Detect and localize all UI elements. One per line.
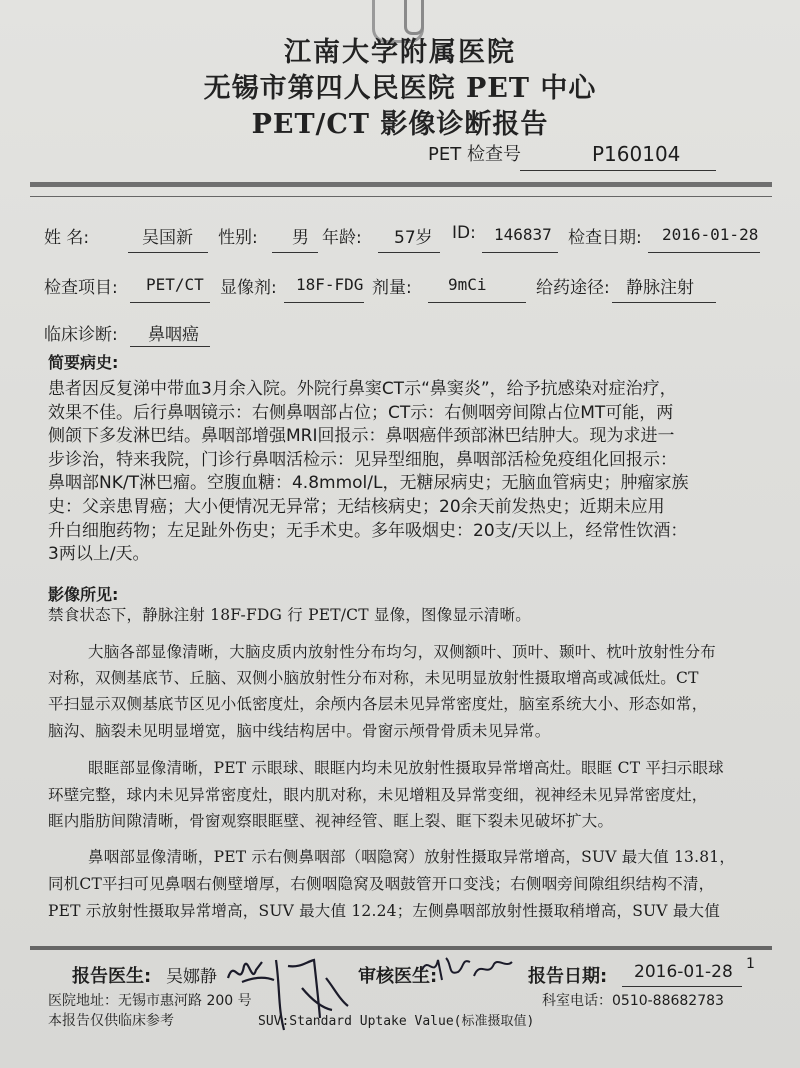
findings-line: PET 示放射性摄取异常增高，SUV 最大值 12.24；左侧鼻咽部放射性摄取稍增高，SUV 最大值 — [48, 902, 720, 920]
exam-date-underline — [648, 252, 760, 253]
findings-title: 影像所见: — [48, 585, 119, 604]
history-line: 史：父亲患胃癌；大小便情况无异常；无结核病史；20余天前发热史；近期未应用 — [48, 497, 665, 517]
exam-date: 2016-01-28 — [662, 225, 759, 244]
exam-item-underline — [130, 302, 210, 303]
diagnosis-underline — [130, 346, 210, 347]
dose-underline — [428, 302, 526, 303]
suv-note: SUV:Standard Uptake Value(标准摄取值) — [258, 1014, 535, 1029]
department-phone: 科室电话：0510-88682783 — [542, 993, 724, 1009]
dose-label: 剂量: — [372, 278, 412, 298]
pet-number-underline — [520, 170, 716, 171]
name-underline — [128, 252, 208, 253]
exam-item-label: 检查项目: — [44, 278, 118, 298]
history-line: 3两以上/天。 — [48, 544, 150, 565]
hospital-address: 医院地址：无锡市惠河路 200 号 — [48, 993, 252, 1009]
reviewer-signature-icon — [418, 950, 518, 986]
findings-line: 鼻咽部显像清晰，PET 示右侧鼻咽部（咽隐窝）放射性摄取异常增高，SUV 最大值 13.81， — [88, 848, 736, 866]
report-date: 2016-01-28 — [634, 962, 733, 982]
findings-line: 平扫显示双侧基底节区见小低密度灶，余颅内各层未见异常密度灶，脑室系统大小、形态如常， — [48, 695, 708, 713]
report-date-label: 报告日期: — [528, 966, 608, 987]
sex-label: 性别: — [218, 228, 258, 248]
report-title: PET/CT 影像诊断报告 — [251, 109, 549, 140]
pet-number-label: PET 检查号 — [428, 144, 521, 165]
id-underline — [482, 252, 558, 253]
history-line: 效果不佳。后行鼻咽镜示：右侧鼻咽部占位；CT示：右侧咽旁间隙占位MT可能，两 — [48, 402, 674, 423]
route-label: 给药途径: — [536, 278, 610, 298]
exam-date-label: 检查日期: — [568, 228, 642, 248]
findings-line: 同机CT平扫可见鼻咽右侧壁增厚，右侧咽隐窝及咽鼓管开口变浅；右侧咽旁间隙组织结构不清， — [48, 875, 715, 893]
findings-line: 环壁完整，球内未见异常密度灶，眼内肌对称，未见增粗及异常变细，视神经未见异常密度灶， — [48, 786, 708, 804]
history-line: 患者因反复涕中带血3月余入院。外院行鼻窦CT示“鼻窦炎”，给予抗感染对症治疗， — [48, 379, 677, 399]
patient-age: 57岁 — [394, 228, 433, 248]
exam-item: PET/CT — [146, 275, 204, 294]
patient-name: 吴国新 — [142, 228, 193, 248]
tracer-label: 显像剂: — [220, 278, 277, 298]
history-line: 步诊治，特来我院，门诊行鼻咽活检示：见异型细胞，鼻咽部活检免疫组化回报示： — [48, 449, 677, 470]
diagnosis-label: 临床诊断: — [44, 325, 118, 345]
route: 静脉注射 — [626, 278, 694, 298]
diagnosis: 鼻咽癌 — [148, 325, 199, 345]
reporter-name: 吴娜静 — [166, 967, 217, 987]
findings-line: 对称，双侧基底节、丘脑、双侧小脑放射性分布对称，未见明显放射性摄取增高或减低灶。CT — [48, 669, 699, 687]
patient-sex: 男 — [292, 228, 309, 248]
route-underline — [612, 302, 716, 303]
patient-id: 146837 — [494, 225, 552, 244]
age-underline — [378, 252, 440, 253]
page-number: 1 — [746, 956, 755, 972]
findings-line: 脑沟、脑裂未见明显增宽，脑中线结构居中。骨窗示颅骨骨质未见异常。 — [48, 722, 551, 740]
findings-line: 眶内脂肪间隙清晰，骨窗观察眼眶壁、视神经管、眶上裂、眶下裂未见破坏扩大。 — [48, 812, 614, 830]
disclaimer: 本报告仅供临床参考 — [48, 1013, 174, 1029]
history-line: 升白细胞药物；左足趾外伤史；无手术史。多年吸烟史：20支/天以上，经常性饮酒： — [48, 520, 688, 541]
findings-line: 眼眶部显像清晰，PET 示眼球、眼眶内均未见放射性摄取异常增高灶。眼眶 CT 平扫示眼球 — [88, 759, 724, 777]
sex-underline — [272, 252, 318, 253]
name-label: 姓 名: — [44, 228, 90, 248]
pet-number-value: P160104 — [592, 142, 681, 166]
findings-line: 禁食状态下，静脉注射 18F-FDG 行 PET/CT 显像，图像显示清晰。 — [48, 606, 531, 624]
tracer-underline — [284, 302, 364, 303]
tracer: 18F-FDG — [296, 275, 364, 294]
header-divider-thin — [30, 196, 772, 197]
history-line: 侧颌下多发淋巴结。鼻咽部增强MRI回报示：鼻咽癌伴颈部淋巴结肿大。现为求进一 — [48, 426, 675, 447]
id-label: ID: — [452, 223, 476, 243]
history-title: 简要病史: — [48, 353, 119, 372]
history-line: 鼻咽部NK/T淋巴瘤。空腹血糖：4.8mmol/L，无糖尿病史；无脑血管病史；肿瘤家族 — [48, 473, 689, 494]
footer-divider — [30, 946, 772, 950]
reviewer-label: 审核医生: — [358, 966, 438, 987]
age-label: 年龄: — [322, 228, 362, 248]
dose: 9mCi — [448, 275, 487, 294]
hospital-name: 江南大学附属医院 — [284, 37, 516, 68]
report-date-underline — [622, 986, 742, 987]
reporter-label: 报告医生: — [72, 966, 152, 987]
pet-center-name: 无锡市第四人民医院 PET 中心 — [203, 73, 597, 104]
findings-line: 大脑各部显像清晰，大脑皮质内放射性分布均匀，双侧额叶、顶叶、颞叶、枕叶放射性分布 — [88, 643, 717, 661]
header-divider — [30, 182, 772, 187]
